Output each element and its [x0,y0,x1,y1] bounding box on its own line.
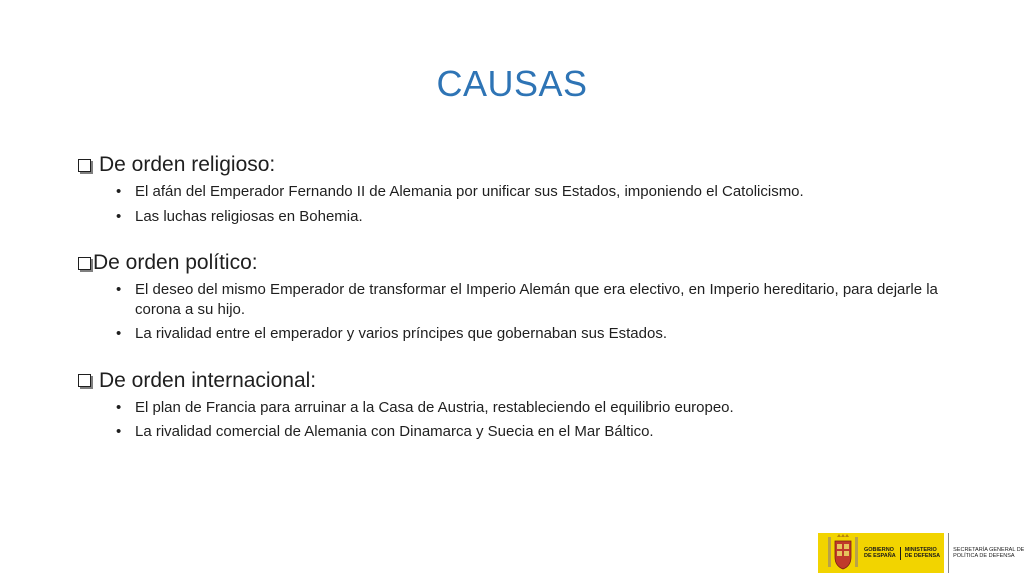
list-item: • La rivalidad comercial de Alemania con Dinamarca y Suecia en el Mar Báltico. [116,422,938,442]
section-heading-text: De orden político: [93,251,258,274]
secretaria-text [949,547,1024,560]
list-item: • El plan de Francia para arruinar a la Casa de Austria, restableciendo el equilibrio europeo. [116,398,938,418]
section-heading-text: De orden internacional: [99,368,317,392]
section-heading [78,248,938,278]
bullet-list [116,182,938,226]
section-internacional [78,366,938,442]
checkbox-bullet-icon [78,374,91,387]
gobierno-logo [818,533,944,573]
bullet-list [116,280,938,344]
section-heading [78,366,938,396]
section-religioso [78,150,938,226]
gobierno-text [860,547,896,560]
gobierno-line1: GOBIERNO [864,546,894,553]
content-area [78,150,938,447]
slide-title: CAUSAS [436,63,588,104]
checkbox-bullet-icon [78,159,91,172]
ministerio-line2: DE DEFENSA [904,553,941,559]
section-heading [78,150,938,180]
list-item: • El afán del Emperador Fernando II de Alemania por unificar sus Estados, imponiendo el Catolicismo. [116,182,938,202]
bullet-list [116,398,938,442]
ministerio-line1: MINISTERIO [904,546,937,553]
section-politico [78,248,938,344]
secretaria-line2: POLÍTICA DE DEFENSA [953,553,1015,559]
gobierno-line2: DE ESPAÑA [864,553,896,559]
secretaria-line1: SECRETARÍA GENERAL DE [953,546,1024,553]
ministerio-text [900,547,940,560]
list-item: • Las luchas religiosas en Bohemia. [116,207,938,227]
list-item: • El deseo del mismo Emperador de transformar el Imperio Alemán que era electivo, en Imperio hereditario, para dejarle la corona a su hijo. [116,280,938,319]
section-heading-text: De orden religioso: [99,153,276,176]
secretaria-block [948,533,1024,573]
list-item: • La rivalidad entre el emperador y varios príncipes que gobernaban sus Estados. [116,324,938,344]
footer-logo [818,530,1024,576]
checkbox-bullet-icon [78,257,91,270]
coat-of-arms-icon [826,533,860,573]
